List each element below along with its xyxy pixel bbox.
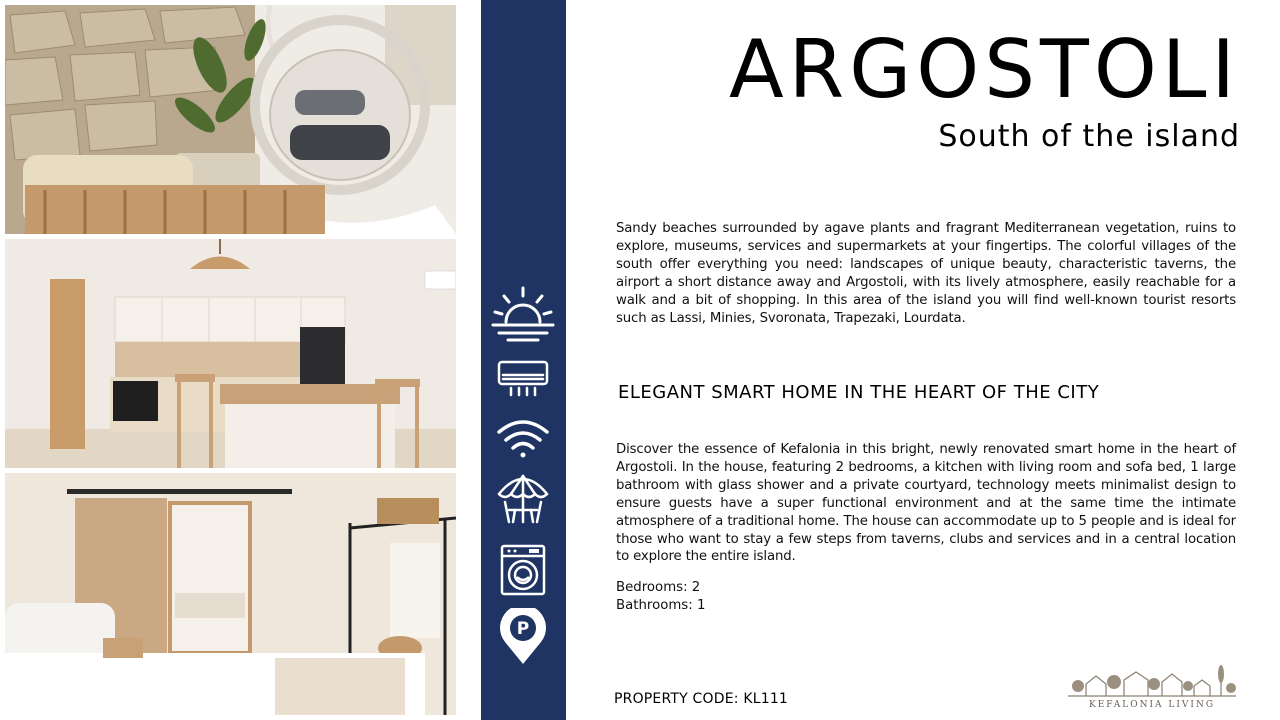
page-title: ARGOSTOLI — [728, 23, 1240, 116]
washing-machine-icon — [490, 543, 556, 597]
section-heading: ELEGANT SMART HOME IN THE HEART OF THE CITY — [618, 382, 1100, 403]
air-conditioner-icon — [490, 358, 556, 398]
courtyard-photo — [5, 5, 456, 234]
page-subtitle: South of the island — [938, 119, 1240, 154]
logo-text: KEFALONIA LIVING — [1088, 700, 1216, 710]
photo-gallery — [5, 5, 456, 715]
wifi-icon — [490, 418, 556, 460]
description-paragraph: Discover the essence of Kefalonia in this bright, newly renovated smart home in the heart of Argostoli. In the house, featuring 2 bedrooms, a kitchen with living room and sofa bed, 1 large bathroom with glass shower and a private courtyard, technology meets minimalist design to ensure guests have a super functional environment and at the same time the intimate atmosphere of a traditional home. The house can accommodate up to 5 people and is ideal for those who want to stay a few steps from taverns, clubs and services and in a central location to explore the entire island. — [616, 442, 1236, 565]
property-code: PROPERTY CODE: KL111 — [614, 691, 789, 707]
amenity-strip — [481, 0, 566, 720]
svg-text:P: P — [516, 619, 530, 639]
sunset-icon — [490, 280, 556, 346]
bedrooms-spec: Bedrooms: 2 — [616, 580, 701, 595]
village-skyline-icon — [1066, 662, 1238, 700]
kefalonia-living-logo — [1066, 662, 1238, 714]
bathrooms-spec: Bathrooms: 1 — [616, 598, 706, 613]
kitchen-photo — [5, 239, 456, 468]
patio-umbrella-icon — [490, 470, 556, 528]
bedroom-photo — [5, 473, 456, 715]
parking-icon — [490, 608, 556, 666]
intro-paragraph: Sandy beaches surrounded by agave plants and fragrant Mediterranean vegetation, ruins to explore, museums, services and supermarkets at your fingertips. The colorful villages of the south offer everything you need: landscapes of unique beauty, characteristic taverns, the airport a short distance away and Argostoli, with its lively atmosphere, easily reachable for a walk and a bit of shopping. In this area of the island you will find well-known tourist resorts such as Lassi, Minies, Svoronata, Trapezaki, Lourdata. — [616, 221, 1236, 326]
